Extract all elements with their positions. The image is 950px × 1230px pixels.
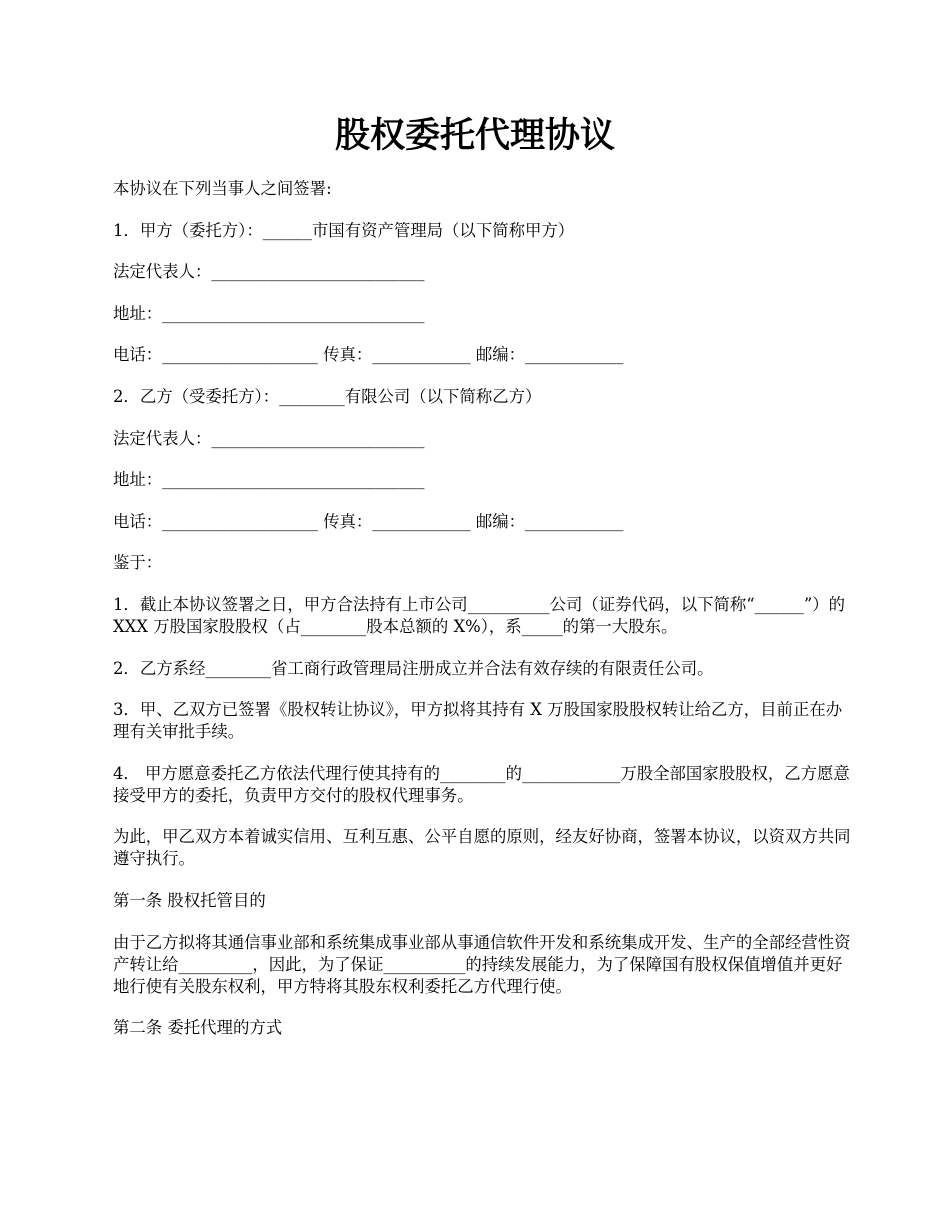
party-b-representative-line: 法定代表人：__________________________ xyxy=(113,428,425,448)
agreement-statement: 为此，甲乙双方本着诚实信用、互利互惠、公平自愿的原则，经友好协商，签署本协议，以资双方共同遵守执行。 xyxy=(113,827,851,869)
article-2-heading: 第二条 委托代理的方式 xyxy=(113,1018,283,1038)
whereas-clause-2: 2．乙方系经________省工商行政管理局注册成立并合法有效存续的有限责任公司。 xyxy=(113,658,714,678)
party-a-contact-line: 电话：___________________ 传真：____________ 邮编：____________ xyxy=(113,345,624,365)
document-body xyxy=(113,178,858,1059)
whereas-clause-3: 3．甲、乙双方已签署《股权转让协议》，甲方拟将其持有 X 万股国家股股权转让给乙方，目前正在办理有关审批手续。 xyxy=(113,700,843,742)
document-title: 股权委托代理协议 xyxy=(334,115,615,156)
whereas-clause-1: 1．截止本协议签署之日，甲方合法持有上市公司__________公司（证券代码，以下简称“______”）的 XXX 万股国家股股权（占________股本总额的 X%），系_____的第一大股东。 xyxy=(113,594,851,636)
party-b-contact-line: 电话：___________________ 传真：____________ 邮编：____________ xyxy=(113,511,624,531)
whereas-clause-4: 4． 甲方愿意委托乙方依法代理行使其持有的________的____________万股全部国家股股权，乙方愿意接受甲方的委托，负责甲方交付的股权代理事务。 xyxy=(113,763,850,805)
whereas-heading: 鉴于： xyxy=(113,553,163,573)
party-a-heading: 1．甲方（委托方）：______市国有资产管理局（以下简称甲方） xyxy=(113,220,575,240)
intro-paragraph: 本协议在下列当事人之间签署: xyxy=(113,179,332,198)
article-1-body: 由于乙方拟将其通信事业部和系统集成事业部从事通信软件开发和系统集成开发、生产的全部经营性资产转让给_________，因此，为了保证__________的持续发展能力，为了保障国有股权保值增值并更好地行使有关股东权利，甲方特将其股东权利委托乙方代理行使。 xyxy=(113,932,851,996)
party-b-address-line: 地址：________________________________ xyxy=(113,470,425,490)
party-a-address-line: 地址：________________________________ xyxy=(113,303,425,323)
party-b-heading: 2．乙方（受委托方）：________有限公司（以下简称乙方） xyxy=(113,386,542,406)
party-a-representative-line: 法定代表人：__________________________ xyxy=(113,262,425,282)
article-1-heading: 第一条 股权托管目的 xyxy=(113,890,266,910)
